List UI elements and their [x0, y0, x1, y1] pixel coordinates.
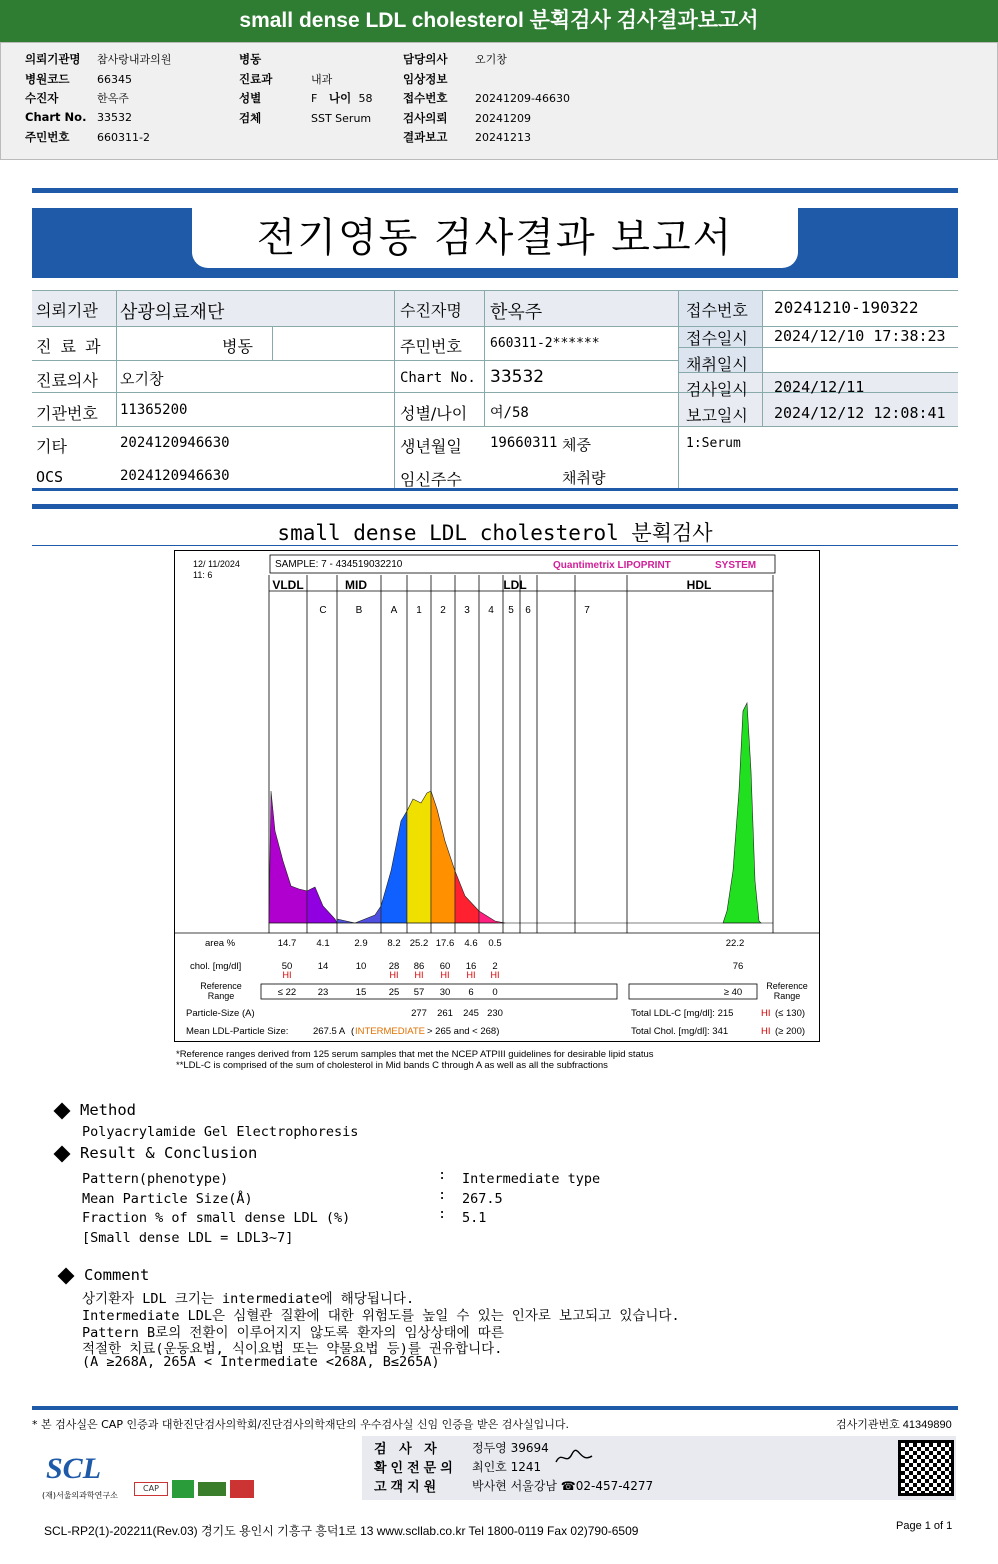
band-label: 3 — [464, 605, 470, 616]
value-chart-no: 33532 — [490, 367, 545, 387]
comment-heading: Comment — [60, 1266, 149, 1284]
value-dept: 병동 — [222, 337, 253, 356]
hi-flag: HI — [414, 970, 424, 980]
staff-name: 최인호 1241 — [472, 1460, 542, 1474]
label-collect-time: 채취일시 — [686, 355, 748, 374]
info-field: 진료과 내과 — [239, 71, 333, 86]
label-patient: 수진자명 — [400, 301, 462, 320]
method-text: Polyacrylamide Gel Electrophoresis — [82, 1124, 359, 1140]
label-etc: 기타 — [36, 437, 67, 456]
chol-value-hdl: 76 — [732, 961, 744, 972]
divider — [32, 504, 958, 509]
info-field: 성별 F — [239, 91, 318, 105]
staff-box — [362, 1436, 956, 1500]
info-field: 병원코드 66345 — [25, 71, 132, 86]
label-report-time: 보고일시 — [686, 406, 748, 425]
peak-3 — [455, 871, 479, 923]
label-chart-no: Chart No. — [400, 370, 476, 386]
result-colon: : — [438, 1167, 447, 1183]
footnote-2: **LDL-C is comprised of the sum of cholesterol in Mid bands C through A as well as all the subfractions — [176, 1060, 608, 1071]
info-field: 수진자 한옥주 — [25, 91, 129, 105]
chol-value: 50 — [281, 961, 293, 972]
area-value: 17.6 — [435, 938, 455, 949]
ref-label-hdl: Reference — [766, 981, 808, 991]
ref-label-hdl: Range — [773, 991, 801, 1001]
value-receipt-no: 20241210-190322 — [774, 298, 919, 317]
hi-flag: HI — [466, 970, 476, 980]
mean-open: ( — [351, 1026, 355, 1037]
label-doctor: 진료의사 — [36, 371, 98, 390]
report-title: 전기영동 검사결과 보고서 — [192, 208, 798, 268]
scl-logo: SCL — [46, 1452, 102, 1485]
comment-line: 적절한 치료(운동요법, 식이요법 또는 약물요법 등)를 권유합니다. — [82, 1341, 503, 1358]
area-value-hdl: 22.2 — [725, 938, 745, 949]
particle-value: 277 — [411, 1008, 427, 1019]
value-patient: 한옥주 — [490, 302, 543, 323]
ref-value: ≤ 22 — [277, 987, 297, 998]
particle-value: 230 — [487, 1008, 503, 1019]
total-chol: Total Chol. [mg/dl]: 341 — [631, 1026, 729, 1037]
area-value: 0.5 — [488, 938, 502, 949]
info-field: 병동 — [239, 52, 262, 66]
value-ocs: 2024120946630 — [120, 468, 230, 484]
particle-label: Particle-Size (A) — [186, 1008, 255, 1019]
band-label: 4 — [488, 605, 494, 616]
label-receipt-time: 접수일시 — [686, 329, 748, 348]
info-field: Chart No. 33532 — [25, 109, 132, 124]
value-dob: 19660311 — [490, 435, 558, 451]
total-ldl-ref: (≤ 130) — [775, 1008, 806, 1019]
area-value: 14.7 — [277, 938, 297, 949]
ref-value: 0 — [492, 987, 498, 998]
chol-value: 14 — [317, 961, 329, 972]
title-box — [32, 208, 958, 278]
area-value: 4.6 — [464, 938, 478, 949]
result-label: Mean Particle Size(Å) — [82, 1190, 253, 1207]
info-field: 검체 SST Serum — [239, 110, 372, 125]
particle-value: 261 — [437, 1008, 453, 1019]
divider — [32, 188, 958, 193]
comment-line: Pattern B로의 전환이 이루어지지 않도록 환자의 임상상태에 따른 — [82, 1324, 504, 1341]
info-field: 담당의사 오기창 — [403, 52, 507, 66]
staff-name: 정두영 39694 — [472, 1441, 549, 1455]
total-ldl: Total LDL-C [mg/dl]: 215 — [631, 1008, 734, 1019]
info-field: 접수번호 20241209-46630 — [403, 91, 570, 105]
group-label: MID — [345, 578, 367, 592]
area-value: 8.2 — [387, 938, 401, 949]
ref-value: 30 — [439, 987, 451, 998]
mean-range: > 265 and < 268) — [427, 1026, 500, 1037]
signature-icon — [554, 1448, 594, 1468]
mean-value: 267.5 A — [313, 1026, 346, 1037]
diamond-icon — [54, 1102, 71, 1119]
chol-value: 16 — [465, 961, 477, 972]
chol-value: 60 — [439, 961, 451, 972]
band-label: 7 — [584, 605, 590, 616]
info-field: 의뢰기관명 참사랑내과의원 — [25, 52, 172, 66]
lipoprint-chart — [174, 550, 820, 1042]
info-field: 임상정보 — [403, 71, 448, 86]
chol-value: 86 — [413, 961, 425, 972]
scl-logo-sub: (재)서울의과학연구소 — [42, 1491, 118, 1500]
mean-label: Mean LDL-Particle Size: — [186, 1026, 289, 1037]
info-field: 검사의뢰 20241209 — [403, 110, 531, 125]
label-volume: 채취량 — [562, 469, 606, 487]
area-value: 4.1 — [316, 938, 330, 949]
area-value: 25.2 — [409, 938, 429, 949]
cap-note: * 본 검사실은 CAP 인증과 대한진단검사의학회/진단검사의학재단의 우수검사실 신임 인증을 받은 검사실입니다. — [32, 1418, 570, 1431]
comment-line: (A ≥268A, 265A < Intermediate <268A, B≤265A) — [82, 1354, 440, 1371]
chart-date: 12/ 11/2024 — [193, 559, 240, 569]
group-label: LDL — [503, 578, 527, 592]
comment-line: 상기환자 LDL 크기는 intermediate에 해당됩니다. — [82, 1291, 415, 1307]
result-value: Intermediate type — [462, 1171, 601, 1187]
value-etc: 2024120946630 — [120, 435, 230, 451]
staff-role: 확인전문의 — [374, 1461, 457, 1476]
result-note: [Small dense LDL = LDL3~7] — [82, 1230, 294, 1246]
ref-value-hdl: ≥ 40 — [723, 987, 743, 998]
label-inst-no: 기관번호 — [36, 404, 98, 423]
hi-flag: HI — [490, 970, 500, 980]
divider — [32, 545, 958, 546]
band-label: 5 — [508, 605, 514, 616]
value-specimen: 1:Serum — [686, 436, 741, 451]
ref-value: 25 — [388, 987, 400, 998]
band-label: 1 — [416, 605, 422, 616]
result-value: 5.1 — [462, 1210, 487, 1226]
ref-label: Reference — [200, 981, 242, 991]
info-field: 주민번호 660311-2 — [25, 130, 150, 144]
chol-value: 2 — [492, 961, 498, 972]
label-rrn: 주민번호 — [400, 337, 462, 356]
value-doctor: 오기창 — [120, 370, 164, 388]
top-info-panel — [0, 42, 998, 160]
result-value: 267.5 — [462, 1190, 503, 1207]
peak-2 — [431, 791, 455, 923]
value-inst-no: 11365200 — [120, 402, 188, 418]
result-label: Fraction % of small dense LDL (%) — [82, 1210, 351, 1226]
peak-VLDL — [269, 791, 307, 923]
ref-label: Range — [207, 991, 235, 1001]
hi-flag: HI — [389, 970, 399, 980]
comment-line: Intermediate LDL은 심혈관 질환에 대한 위험도를 높일 수 있는 인자로 보고되고 있습니다. — [82, 1307, 680, 1324]
value-sex-age: 여/58 — [490, 405, 529, 421]
group-label: HDL — [686, 578, 712, 592]
group-label: VLDL — [272, 578, 304, 592]
hi-flag: HI — [282, 970, 292, 980]
chol-value: 28 — [388, 961, 400, 972]
ref-value: 23 — [317, 987, 329, 998]
result-colon: : — [438, 1206, 447, 1222]
peak-4 — [479, 911, 505, 923]
value-test-date: 2024/12/11 — [774, 378, 865, 396]
chol-label: chol. [mg/dl] — [190, 961, 242, 972]
footnote-1: *Reference ranges derived from 125 serum samples that met the NCEP ATPIII guidelines for desirable lipid status — [176, 1049, 654, 1060]
ref-value: 6 — [468, 987, 474, 998]
chart-time: 11: 6 — [193, 570, 213, 580]
peak-B — [337, 906, 381, 923]
band-label: 2 — [440, 605, 446, 616]
section-title: small dense LDL cholesterol 분획검사 — [277, 521, 713, 545]
inst-number: 검사기관번호 41349890 — [836, 1419, 952, 1431]
band-label: 6 — [525, 605, 531, 616]
band-label: B — [355, 605, 363, 616]
staff-name: 박사현 서울강남 ☎02-457-4277 — [472, 1479, 654, 1493]
area-value: 2.9 — [354, 938, 368, 949]
peak-A — [381, 811, 407, 923]
diamond-icon — [58, 1267, 75, 1284]
mean-type: INTERMEDIATE — [355, 1026, 426, 1037]
label-sex-age: 성별/나이 — [400, 404, 468, 423]
chol-value: 10 — [355, 961, 367, 972]
ref-value: 57 — [413, 987, 425, 998]
page-number: Page 1 of 1 — [896, 1520, 953, 1532]
result-colon: : — [438, 1186, 447, 1203]
particle-value: 245 — [463, 1008, 479, 1019]
diamond-icon — [54, 1145, 71, 1162]
chart-brand: Quantimetrix LIPOPRINT — [553, 560, 671, 571]
peak-C — [307, 887, 337, 923]
label-dept: 진 료 과 — [36, 337, 103, 356]
divider — [32, 1406, 958, 1410]
area-label: area % — [205, 938, 236, 949]
hi-flag: HI — [440, 970, 450, 980]
hi-flag: HI — [761, 1008, 771, 1019]
age-field: 나이 58 — [329, 91, 373, 105]
cert-logos: CAP — [134, 1478, 258, 1500]
value-report-time: 2024/12/12 12:08:41 — [774, 404, 946, 422]
label-requester: 의뢰기관 — [36, 301, 98, 320]
chart-sample: SAMPLE: 7 - 434519032210 — [275, 559, 403, 570]
label-pregnancy: 임신주수 — [400, 470, 462, 489]
label-dob: 생년월일 — [400, 437, 462, 456]
report-banner: small dense LDL cholesterol 분획검사 검사결과보고서 — [0, 0, 998, 42]
peak-HDL — [723, 703, 761, 923]
total-chol-ref: (≥ 200) — [775, 1026, 806, 1037]
value-requester: 삼광의료재단 — [120, 302, 225, 323]
method-heading: Method — [56, 1101, 136, 1119]
footer-address: SCL-RP2(1)-202211(Rev.03) 경기도 용인시 기흥구 흥덕1로 13 www.scllab.co.kr Tel 1800-0119 Fax 02)790-6509 — [44, 1524, 639, 1538]
band-label: A — [390, 605, 398, 616]
hi-flag: HI — [761, 1026, 771, 1037]
qr-code-icon — [898, 1440, 954, 1496]
result-heading: Result & Conclusion — [56, 1144, 257, 1162]
peak-1 — [407, 791, 431, 923]
label-ocs: OCS — [36, 468, 64, 486]
label-test-date: 검사일시 — [686, 380, 748, 399]
chart-brand-system: SYSTEM — [715, 560, 757, 571]
info-field: 결과보고 20241213 — [403, 130, 531, 144]
value-receipt-time: 2024/12/10 17:38:23 — [774, 327, 946, 345]
band-label: C — [319, 605, 327, 616]
staff-role: 검 사 자 — [374, 1442, 441, 1457]
staff-role: 고객지원 — [374, 1480, 441, 1495]
result-label: Pattern(phenotype) — [82, 1171, 229, 1187]
label-weight: 체중 — [562, 436, 591, 454]
value-rrn: 660311-2****** — [490, 336, 600, 351]
ref-value: 15 — [355, 987, 367, 998]
label-receipt-no: 접수번호 — [686, 301, 748, 320]
